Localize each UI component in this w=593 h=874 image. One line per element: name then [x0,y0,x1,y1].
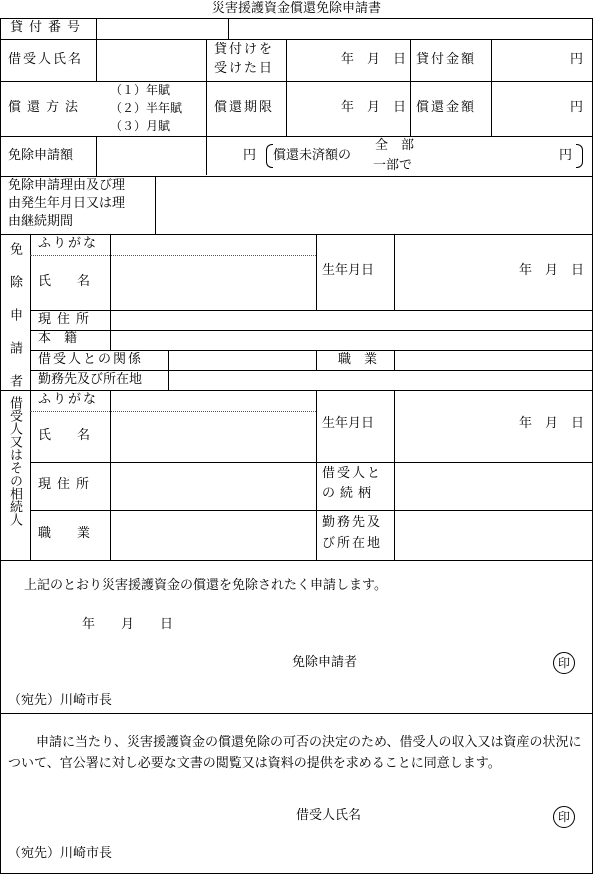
all-option[interactable]: 全 部 [375,138,415,153]
method-option-semiannual[interactable]: （２）半年賦 [110,101,183,115]
heir-relation-label-1: 借受人と [322,466,383,481]
heir-birthdate-label: 生年月日 [322,416,375,431]
divider [155,176,156,234]
applicant-relation-label: 借受人との関係 [38,352,144,367]
applicant-section-label: 免除申請者 [7,242,22,407]
applicant-name-label: 氏 名 [38,274,91,289]
borrower-name-field[interactable] [100,52,202,68]
applicant-seal: 印 [553,652,575,674]
dotted-divider [30,255,316,256]
heir-name-label: 氏 名 [38,428,91,443]
divider [0,81,593,82]
part-option[interactable]: 一部で [373,158,413,173]
heir-workplace-field[interactable] [398,526,584,542]
applicant-furigana-field[interactable] [114,236,312,252]
exemption-amount-field[interactable]: 円 [242,148,256,163]
repayment-amount-label: 償還金額 [416,100,477,115]
applicant-address-field[interactable] [114,312,584,328]
loan-date-label-2: 受けた日 [214,61,275,76]
divider [0,136,593,137]
applicant-sign-field[interactable] [372,655,542,671]
divider [30,350,593,351]
heir-workplace-label-2: び所在地 [322,536,383,551]
applicant-name-field[interactable] [114,274,312,290]
applicant-relation-field[interactable] [172,352,312,368]
reason-label-line1: 免除申請理由及び理 [8,178,126,193]
divider [0,390,593,391]
divider [316,234,317,310]
divider [0,560,593,561]
heir-address-label: 現住所 [38,477,96,492]
bracket-left [266,144,273,168]
heir-relation-field[interactable] [398,477,584,493]
applicant-occupation-label: 職 業 [338,352,378,367]
unpaid-label: 償還未済額の [273,148,352,163]
borrower-sign-label: 借受人氏名 [296,808,362,823]
borrower-sign-field[interactable] [380,808,542,824]
applicant-address-label: 現住所 [38,312,96,327]
repayment-period-label: 償還期限 [214,100,275,115]
heir-name-field[interactable] [114,428,312,444]
loan-number-label: 貸付番号 [10,20,87,35]
divider [30,310,593,311]
divider [30,370,593,371]
heir-birthdate-field[interactable]: 年 月 日 [518,416,584,431]
heir-section-label: 借受人又はその相続人 [7,396,22,526]
reason-field[interactable] [160,180,586,230]
divider [0,176,593,177]
divider [0,234,593,235]
bracket-right [576,144,583,168]
divider [394,234,395,310]
heir-furigana-field[interactable] [114,392,312,408]
heir-occupation-field[interactable] [114,526,312,542]
divider [110,390,111,560]
divider [30,234,31,560]
applicant-workplace-label: 勤務先及び所在地 [38,372,143,387]
form-title: 災害援護資金償還免除申請書 [211,1,381,16]
divider [0,713,593,714]
repayment-amount-field[interactable]: 円 [569,100,583,115]
divider [316,390,317,560]
divider [491,39,492,136]
heir-occupation-label: 職 業 [38,526,91,541]
applicant-sign-label: 免除申請者 [292,655,358,670]
divider [96,39,97,81]
method-option-monthly[interactable]: （３）月賦 [110,119,171,133]
loan-date-field[interactable]: 年 月 日 [340,52,406,67]
divider [228,18,229,39]
applicant-occupation-field[interactable] [398,352,584,368]
divider [286,39,287,136]
loan-number-field[interactable] [100,20,224,36]
divider [0,39,593,40]
declaration-text: 上記のとおり災害援護資金の償還を免除されたく申請します。 [24,578,387,593]
reason-label-line2: 由発生年月日又は理 [8,196,126,211]
addressee-1: （宛先）川崎市長 [8,693,113,708]
applicant-workplace-field[interactable] [172,372,584,388]
dotted-divider [30,411,316,412]
exemption-amount-label: 免除申請額 [8,148,74,163]
heir-workplace-label-1: 勤務先及 [322,515,383,530]
reason-label-line3: 由継続期間 [8,214,74,229]
divider [30,510,593,511]
applicant-furigana-label: ふりがな [38,236,99,251]
divider [394,350,395,370]
consent-text: 申請に当たり、災害援護資金の償還免除の可否の決定のため、借受人の収入又は資産の状況について、官公署に対し必要な文書の閲覧又は資料の提供を求めることに同意します。 [8,735,582,771]
divider [30,462,593,463]
application-date[interactable]: 年 月 日 [82,617,174,632]
applicant-domicile-field[interactable] [114,331,584,347]
divider [394,390,395,560]
heir-address-field[interactable] [114,477,312,493]
method-option-annual[interactable]: （１）年賦 [110,83,171,97]
heir-furigana-label: ふりがな [38,392,99,407]
repayment-period-field[interactable]: 年 月 日 [340,100,406,115]
unpaid-amount-field[interactable]: 円 [558,148,572,163]
repayment-method-label: 償還方法 [8,100,85,115]
applicant-birthdate-label: 生年月日 [322,263,375,278]
loan-amount-field[interactable]: 円 [569,52,583,67]
divider [110,234,111,310]
addressee-2: （宛先）川崎市長 [8,846,113,861]
borrower-name-label: 借受人氏名 [8,52,84,67]
borrower-seal: 印 [553,806,575,828]
divider [316,350,317,370]
loan-amount-label: 貸付金額 [416,52,477,67]
applicant-birthdate-field[interactable]: 年 月 日 [518,263,584,278]
divider [96,18,97,39]
divider [410,39,411,136]
divider [96,136,97,176]
applicant-domicile-label: 本 籍 [38,331,78,346]
loan-date-label-1: 貸付けを [214,42,275,57]
heir-relation-label-2: の続柄 [322,486,377,501]
